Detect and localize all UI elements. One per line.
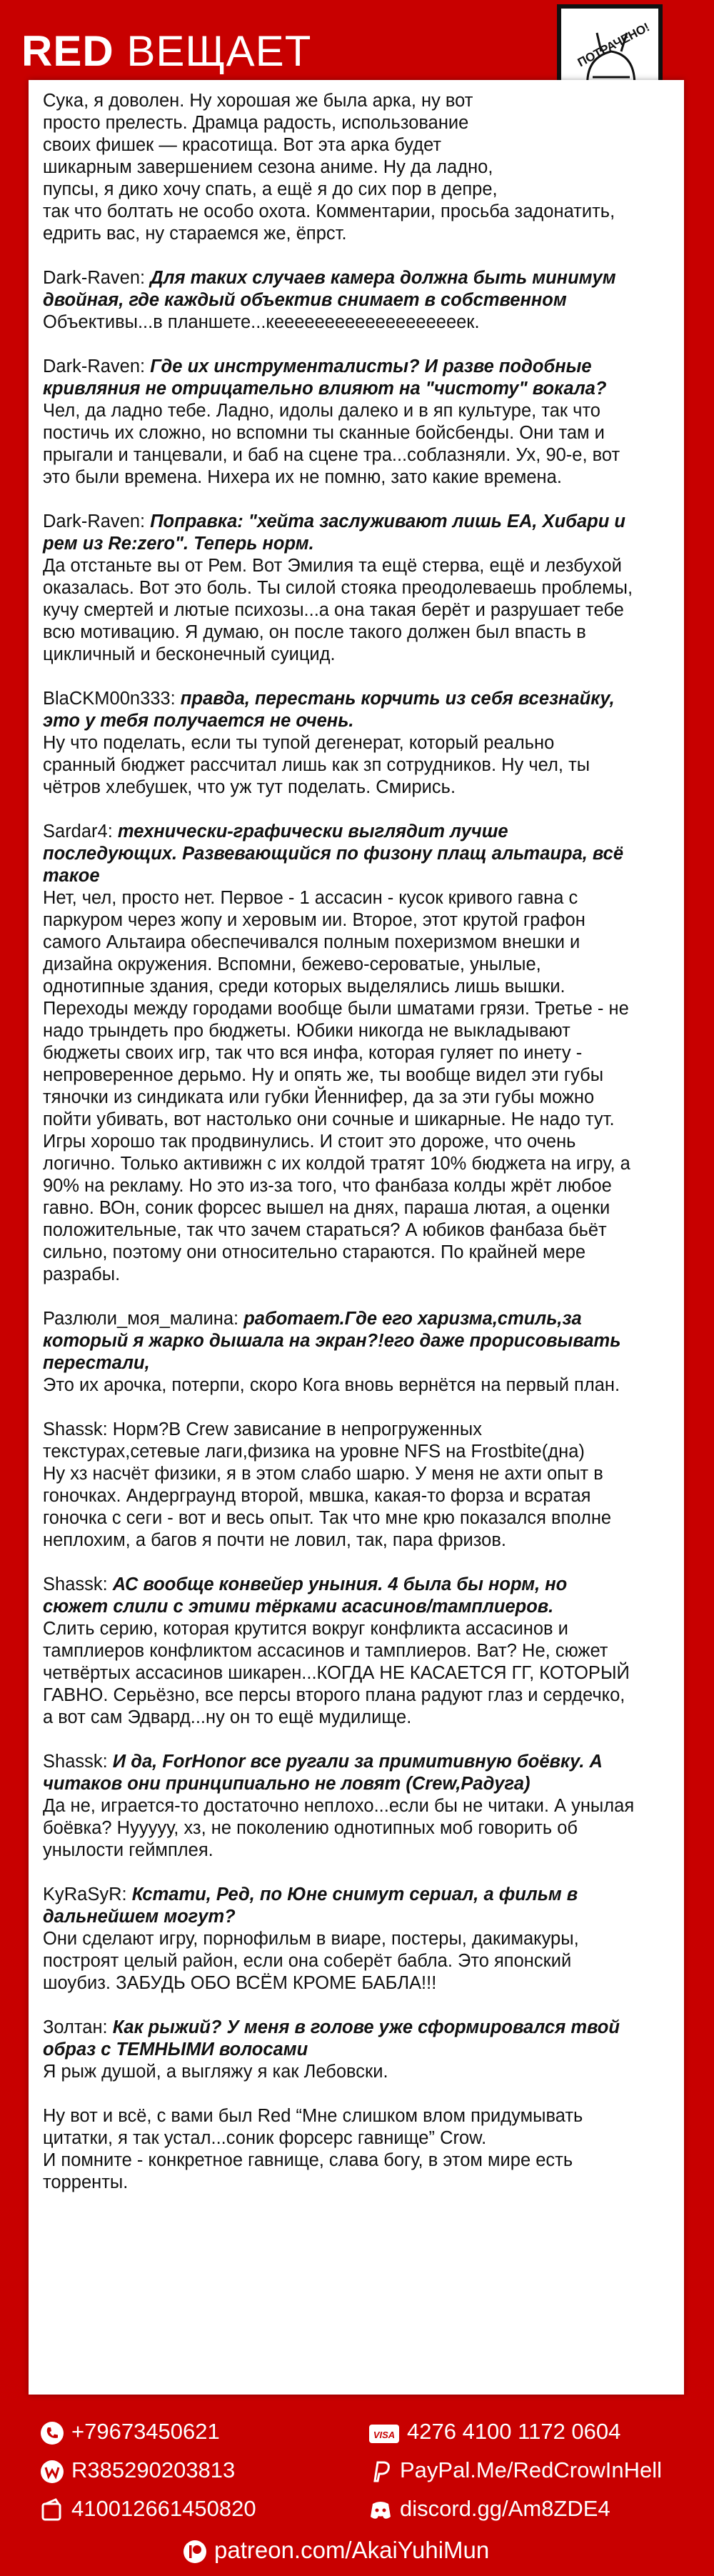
comment-question-line [43,1751,603,1773]
comment-answer-line: Да не, играется-то достаточно неплохо...если бы не читаки. А унылая [43,1796,635,1816]
comment-author: Dark-Raven: [43,268,151,288]
comment-answer-line: 90% на рекламу. Но это из-за того, что фанбаза колды жрёт любое [43,1176,612,1196]
avatar-caption: ПОТРАЧЕНО! [575,20,652,70]
comment-author: Dark-Raven: [43,356,151,376]
webmoney-wallet[interactable]: R385290203813 [71,2457,236,2482]
comment-question: это у тебя получается не очень. [43,711,354,731]
comment-answer-line: тяночки из синдиката или губки Йеннифер, да за эти губы можно [43,1087,595,1107]
header-subtitle: ВЕЩАЕТ [126,27,312,75]
comment-answer-line: унылости геймплея. [43,1840,213,1860]
comment-answer-line: оказалась. Вот это боль. Ты силой стояка преодолеваешь проблемы, [43,578,633,598]
comment-question: двойная, где каждый объектив снимает в собственном [43,290,567,310]
paypal-link[interactable]: PayPal.Me/RedCrowInHell [400,2457,662,2482]
comment-block [43,267,616,334]
comment-answer-line: это были времена. Нихера их не помню, зато какие времена. [43,467,562,487]
card-contact [368,2417,620,2446]
comment-answer-line: Да отстаньте вы от Рем. Вот Эмилия та ещё стерва, ещё и лезбухой [43,556,622,576]
comment-question: работает.Где его харизма,стиль,за [243,1309,582,1329]
comment-question: такое [43,866,100,886]
comment-author: Золтан: [43,2017,113,2037]
comment-question-line [43,289,567,311]
comment-block [43,2017,620,2083]
comment-answer-line: сильно, поэтому они относительно стараются. По крайней мере [43,1242,586,1262]
comment-answer-line: неплохим, а багов я почти не ловил, так, пара фризов. [43,1530,506,1550]
comment-question: образ с ТЕМНЫМИ волосами [43,2040,308,2060]
comment-author: BlaCKM00n333: [43,689,181,709]
comment-question: который я жарко дышала на экран?!его даже прорисовывать [43,1331,621,1351]
patreon-icon [183,2540,207,2564]
comment-answer-line: Игры хорошо так продвинулись. И стоит это дороже, что очень [43,1132,576,1152]
outro-line: Ну вот и всё, с вами был Red “Мне слишком влом придумывать [43,2106,583,2126]
brand-name: RED [21,27,114,75]
comment-answer-line: цикличный и бесконечный суицид. [43,644,336,664]
comment-question: текстурах,сетевые лаги,физика на уровне NFS на Frostbite(дна) [43,1442,585,1462]
comment-question-line [43,1441,585,1463]
comment-question-line [43,865,557,887]
phone-icon [40,2421,64,2445]
discord-contact [368,2495,610,2523]
comment-answer-line: четвёртых ассасинов шикарен...КОГДА НЕ КАСАЕТСЯ ГГ, КОТОРЫЙ [43,1663,630,1683]
comment-answer-line: боёвка? Нууууу, хз, не поколению однотипных моб говорить об [43,1818,578,1838]
comment-author: Shassk: [43,1574,113,1594]
comment-answer-line: паркуром через жопу и херовым ии. Второе, этот крутой графон [43,910,585,930]
comment-answer-line: однотипные здания, среди которых выделялись лишь вышки. [43,977,565,997]
post-content [43,90,635,2216]
patreon-link[interactable]: patreon.com/AkaiYuhiMun [214,2537,490,2563]
comment-question-line [43,843,624,865]
comment-question-line [43,1330,621,1352]
comment-author: Shassk: [43,1419,113,1439]
comment-answer-line: Они сделают игру, порнофильм в виаре, постеры, дакимакуры, [43,1929,579,1949]
comment-answer-line: чётров хлебушек, что уж тут поделать. Смирись. [43,777,456,797]
visa-card-icon [368,2421,400,2445]
comment-author: Dark-Raven: [43,511,151,531]
comment-answer-line: Слить серию, которая крутится вокруг конфликта ассасинов и [43,1619,568,1639]
comment-answer-line: гавно. ВОн, соник форсес вышел на днях, параша лютая, а оценки [43,1198,610,1218]
comment-answer-line: бюджеты своих игр, так что вся инфа, которая гуляет по инету - [43,1043,583,1063]
outro-line: цитатки, я так устал...соник форсерс гавнище” Crow. [43,2128,487,2148]
comment-answer-line: ГАВНО. Серьёзно, все персы второго плана радуют глаз и сердечко, [43,1685,625,1705]
comment-question-line [43,2017,620,2039]
comment-question: дальнейшем могут? [43,1907,236,1927]
comment-question-line [43,710,557,732]
comment-answer-line: надо трындеть про бюджеты. Юбики никогда не выкладывают [43,1021,570,1041]
yandex-contact [40,2495,256,2523]
comment-answer-line: гоночка с сеги - вот и весь опыт. Так что мне крю показался вполне [43,1508,612,1528]
header-title [21,26,311,77]
comment-question: кривляния не отрицательно влияют на "чистоту" вокала? [43,379,607,399]
phone-contact [40,2417,220,2446]
comment-answer-line: Переходы между городами вообще были шматами грязи. Третье - не [43,999,629,1019]
paypal-icon [368,2460,393,2484]
comment-question-line [43,378,607,400]
comment-question-line [43,688,615,710]
comment-question-line [43,511,625,533]
webmoney-icon [40,2460,64,2484]
comment-answer-line: а вот сам Эдвард...ну он то ещё мудилище. [43,1707,412,1727]
comment-question-line [43,267,616,289]
comment-answer-line: кучу смертей и лютые психозы...а она такая берёт и разрушает тебе [43,600,624,620]
intro-line: так что болтать не особо охота. Комментарии, просьба задонатить, [43,201,615,221]
phone-number[interactable]: +79673450621 [71,2419,220,2444]
comment-question-line [43,1419,557,1441]
comment-question: Для таких случаев камера должна быть минимум [150,268,616,288]
outro-line: торренты. [43,2172,129,2192]
comment-question-line [43,1884,578,1906]
yandex-money-icon [40,2498,64,2522]
comment-answer-line: Нет, чел, просто нет. Первое - 1 ассасин - кусок кривого гавна с [43,888,578,908]
comment-question: Как рыжий? У меня в голове уже сформировался твой [112,2017,620,2037]
comment-block [43,1419,612,1552]
comment-question-line [43,1308,582,1330]
comment-block [43,356,620,489]
discord-link[interactable]: discord.gg/Am8ZDE4 [400,2496,610,2521]
comment-answer-line: Ну что поделать, если ты тупой дегенерат, который реально [43,733,555,753]
comment-answer-line: Чел, да ладно тебе. Ладно, идолы далеко и в яп культуре, так что [43,401,600,421]
comment-answer-line: логично. Только активижн с их колдой тратят 10% бюджета на игру, а [43,1154,630,1174]
outro-line: И помните - конкретное гавнище, слава богу, в этом мире есть [43,2150,573,2170]
intro-line: пупсы, я дико хочу спать, а ещё я до сих пор в депре, [43,179,498,199]
comment-author: Разлюли_моя_малина: [43,1309,244,1329]
comment-block [43,1308,621,1397]
comment-question-line [43,1352,557,1374]
comment-question: технически-графически выглядит лучше [117,822,508,842]
comment-question-line [43,821,557,843]
comment-question-line [43,2039,557,2061]
comment-question-line [43,356,592,378]
comment-block [43,821,630,1286]
comment-block [43,1884,579,1995]
comment-author: KyRaSyR: [43,1884,132,1904]
comment-question: Кстати, Ред, по Юне снимут сериал, а фильм в [131,1884,578,1904]
comment-answer-line: всю мотивацию. Я думаю, он после такого должен был впасть в [43,622,586,642]
comment-answer-line: Это их арочка, потерпи, скоро Кога вновь вернётся на первый план. [43,1375,620,1395]
comment-question: правда, перестань корчить из себя всезнайку, [180,689,615,709]
comment-block [43,511,633,666]
intro-line: едрить вас, ну стараемся же, ёпрст. [43,224,347,244]
post-card [29,80,684,2395]
comment-answer-line: положительные, так что зачем стараться? А юбиков фанбаза бьёт [43,1220,607,1240]
comment-answer-line: построят целый район, если она соберёт бабла. Это японский [43,1951,572,1971]
comment-question: Поправка: "хейта заслуживают лишь ЕА, Хибари и [150,511,625,531]
comment-question: перестали, [43,1353,150,1373]
comment-question-line [43,533,557,555]
comment-question: рем из Re:zero". Теперь норм. [43,534,314,554]
svg-text:VISA: VISA [373,2429,396,2440]
contacts-footer [0,2395,714,2576]
comment-question: АС вообще конвейер уныния. 4 была бы норм, но [112,1574,568,1594]
comment-answer-line: постичь их сложно, но вспомни ты сканные бойсбенды. Они там и [43,423,605,443]
yandex-wallet[interactable]: 410012661450820 [71,2496,256,2521]
comment-question: сюжет слили с этими тёрками асасинов/тамплиеров. [43,1597,554,1617]
intro-paragraph [43,90,615,245]
comment-answer-line: самого Альтаира обеспечивался полным похеризмом внешки и [43,932,580,952]
comment-answer-line: Я рыж душой, а выгляжу я как Лебовски. [43,2062,388,2082]
paypal-contact [368,2456,662,2485]
comments-list [43,267,635,2083]
comment-answer-line: разрабы. [43,1264,121,1284]
comment-answer-line: Объективы...в планшете...кееееееееееееееееееек. [43,312,480,332]
comment-answer-line: гоночках. Андерграунд второй, мвшка, какая-то форза и всратая [43,1486,591,1506]
intro-line: просто прелесть. Драмца радость, использование [43,113,469,133]
comment-answer-line: пойти убивать, вот настолько они сочные и шикарные. Не надо тут. [43,1109,615,1129]
intro-line: своих фишек — красотища. Вот эта арка будет [43,135,442,155]
comment-answer-line: сранный бюджет рассчитал лишь как зп сотрудников. Ну чел, ты [43,755,590,775]
comment-question: Где их инструменталисты? И разве подобные [150,356,592,376]
comment-block [43,688,615,799]
comment-answer-line: дизайна окружения. Вспомни, бежево-сероватые, унылые, [43,954,541,974]
patreon-contact [183,2536,489,2565]
comment-question: читаков они принципиально не ловят (Crew,Радуга) [43,1774,531,1794]
comment-author: Sardar4: [43,822,118,842]
intro-line: шикарным завершением сезона аниме. Ну да ладно, [43,157,493,177]
comment-answer-line: непроверенное дерьмо. Ну и опять же, ты вообще видел эти губы [43,1065,604,1085]
outro-paragraph [43,2105,583,2194]
comment-question: Норм?В Crew зависание в непрогруженных [112,1419,482,1439]
comment-answer-line: прыгали и танцевали, и баб на сцене тра...соблазняли. Ух, 90-е, вот [43,445,620,465]
comment-question-line [43,1596,557,1618]
comment-block [43,1574,630,1729]
comment-answer-line: Ну хз насчёт физики, я в этом слабо шарю. У меня не ахти опыт в [43,1464,603,1484]
card-number[interactable]: 4276 4100 1172 0604 [407,2419,621,2444]
comment-question-line [43,1906,557,1928]
discord-icon [368,2498,393,2522]
comment-answer-line: шоубиз. ЗАБУДЬ ОБО ВСЁМ КРОМЕ БАБЛА!!! [43,1973,437,1993]
comment-block [43,1751,635,1862]
comment-question-line [43,1574,568,1596]
webmoney-contact [40,2456,235,2485]
comment-question: И да, ForHonor все ругали за примитивную боёвку. А [112,1752,603,1772]
comment-author: Shassk: [43,1752,113,1772]
comment-question: последующих. Развевающийся по физону плащ альтаира, всё [43,844,624,864]
intro-line: Сука, я доволен. Ну хорошая же была арка, ну вот [43,91,473,111]
comment-question-line [43,1773,557,1795]
comment-answer-line: тамплиеров конфликтом ассасинов и тамплиеров. Ват? Не, сюжет [43,1641,608,1661]
